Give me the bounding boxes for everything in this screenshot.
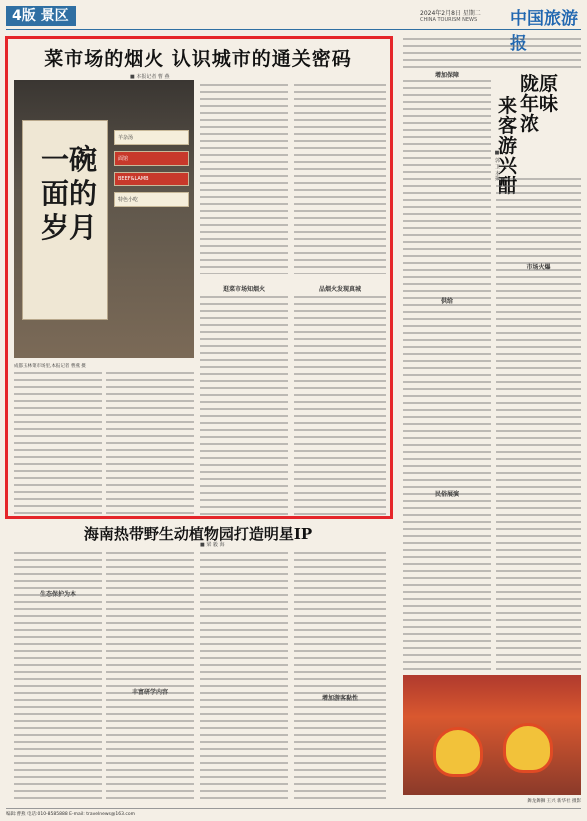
feature-photo-caption: 成都玉林菜市场里,本报记者 曹燕 摄 (14, 364, 86, 369)
lion-dance-figure (503, 723, 553, 773)
feature-photo (14, 80, 194, 358)
bottom-body-col-3 (200, 552, 288, 802)
bottom-headline: 海南热带野生动植物园打造明星IP (83, 525, 313, 543)
feature-body-col-0b (106, 372, 194, 514)
lion-dance-figure (433, 727, 483, 777)
feature-body-col-1b (200, 296, 288, 516)
feature-subhead-1: 逛菜市场知烟火 (222, 286, 265, 293)
calligraphy-text: 一碗面的岁月 (41, 143, 98, 244)
feature-body-col-2 (294, 84, 386, 274)
bottom-subhead-1: 生态保护为本 (39, 591, 76, 598)
right-subhead-4: 市场火爆 (526, 264, 551, 271)
menu-tag: 特色小吃 (114, 192, 189, 207)
bottom-subhead-3: 增加游客黏性 (321, 695, 358, 702)
lion-photo-caption: 舞龙舞狮 王兴 新华社 摄影 (527, 799, 581, 804)
right-headline-b: 来客游兴酣 (498, 95, 518, 197)
paper-english-name: CHINA TOURISM NEWS (420, 17, 478, 23)
right-byline: ■ 郭 卫 本报 (494, 150, 500, 181)
feature-headline: 菜市场的烟火 认识城市的通关密码 (44, 48, 352, 70)
right-body-col-2 (496, 178, 581, 670)
bottom-subhead-2: 丰富研学内容 (131, 689, 168, 696)
issue-date: 2024年2月8日 星期二 (420, 10, 481, 17)
bottom-body-col-4 (294, 552, 386, 802)
lion-dance-photo (403, 675, 581, 795)
feature-subhead-2: 品烟火发现真城 (318, 286, 361, 293)
masthead-rule (6, 29, 581, 30)
section-label: 4版 景区 (6, 6, 76, 26)
newspaper-logo: 中国旅游报 (510, 9, 578, 54)
menu-tag: 羊杂汤 (114, 130, 189, 145)
feature-body-col-1 (200, 84, 288, 274)
masthead (0, 0, 587, 54)
right-subhead-1: 增加保障 (434, 72, 459, 79)
feature-body-col-2b (294, 296, 386, 516)
bottom-body-col-1 (14, 552, 102, 802)
right-body-col-1 (403, 80, 491, 670)
right-headline-a: 陇原年味浓 (520, 73, 559, 135)
menu-tags (114, 130, 189, 213)
right-subhead-3: 民俗展演 (434, 491, 459, 498)
bottom-body-col-2 (106, 552, 194, 802)
menu-tag: 面馆 (114, 151, 189, 166)
right-body-top (403, 38, 581, 68)
page-footer: 编辑:曹燕 电话:010-8585888 E-mail: travelnews@163.com (6, 808, 581, 818)
feature-body-col-0 (14, 372, 102, 514)
right-subhead-2: 供给 (440, 298, 453, 305)
bottom-byline: ■ 梁 毅 海 (200, 542, 225, 548)
feature-byline: ■ 本报记者 曹 燕 (130, 74, 170, 80)
menu-tag: BEEF&LAMB (114, 172, 189, 186)
calligraphy-scroll (22, 120, 108, 320)
